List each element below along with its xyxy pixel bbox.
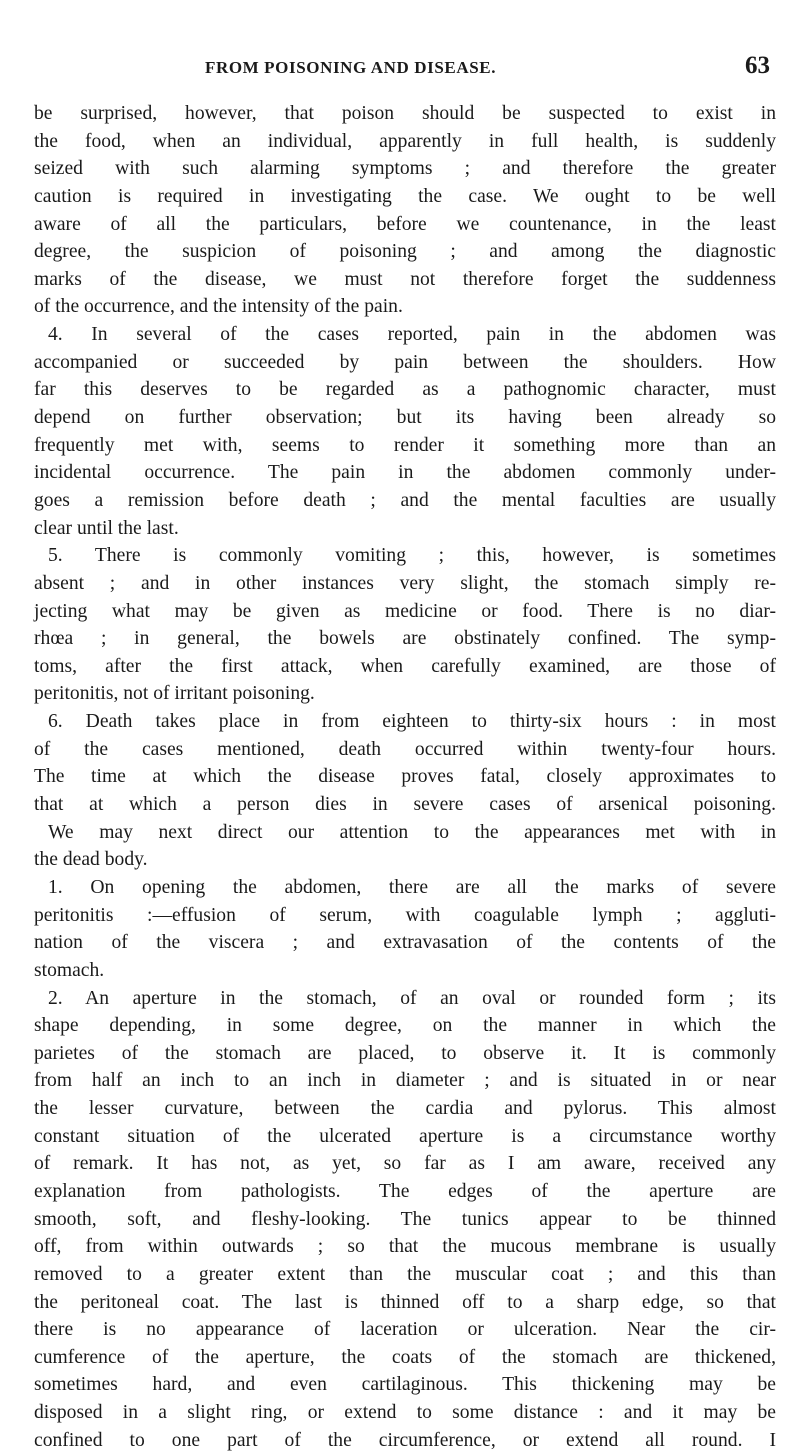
text-line: the lesser curvature, between the cardia and pylorus. This almost: [34, 1098, 776, 1120]
text-line: explanation from pathologists. The edges of the aperture are: [34, 1180, 776, 1202]
text-line: the food, when an individual, apparently in full health, is suddenly: [34, 130, 776, 152]
text-line: goes a remission before death ; and the mental faculties are usually: [34, 489, 776, 511]
text-line: aware of all the particulars, before we countenance, in the least: [34, 213, 776, 235]
text-line: 5. There is commonly vomiting ; this, however, is sometimes: [48, 545, 776, 567]
text-line: shape depending, in some degree, on the manner in which the: [34, 1015, 776, 1037]
body-text: [34, 100, 776, 1454]
text-line: nation of the viscera ; and extravasation of the contents of the: [34, 932, 776, 954]
text-line: smooth, soft, and fleshy-looking. The tunics appear to be thinned: [34, 1208, 776, 1230]
text-line: that at which a person dies in severe cases of arsenical poisoning.: [34, 794, 776, 816]
text-line: marks of the disease, we must not therefore forget the suddenness: [34, 268, 776, 290]
text-line: depend on further observation; but its having been already so: [34, 407, 776, 429]
text-line: peritonitis, not of irritant poisoning.: [34, 683, 315, 705]
text-line: from half an inch to an inch in diameter ; and is situated in or near: [34, 1070, 776, 1092]
text-line: frequently met with, seems to render it something more than an: [34, 434, 776, 456]
text-line: the peritoneal coat. The last is thinned off to a sharp edge, so that: [34, 1291, 776, 1313]
text-line: stomach.: [34, 959, 105, 981]
text-line: removed to a greater extent than the muscular coat ; and this than: [34, 1263, 776, 1285]
text-line: absent ; and in other instances very slight, the stomach simply re-: [34, 572, 776, 594]
text-line: jecting what may be given as medicine or food. There is no diar-: [34, 600, 776, 622]
text-line: parietes of the stomach are placed, to observe it. It is commonly: [34, 1042, 776, 1064]
text-line: 6. Death takes place in from eighteen to thirty-six hours : in most: [48, 711, 776, 733]
text-line: of the occurrence, and the intensity of the pain.: [34, 296, 403, 318]
text-line: caution is required in investigating the case. We ought to be well: [34, 185, 776, 207]
text-line: rhœa ; in general, the bowels are obstinately confined. The symp-: [34, 628, 776, 650]
text-line: The time at which the disease proves fatal, closely approximates to: [34, 766, 776, 788]
text-line: peritonitis :—effusion of serum, with coagulable lymph ; aggluti-: [34, 904, 776, 926]
running-title: FROM POISONING AND DISEASE.: [205, 58, 497, 77]
text-line: far this deserves to be regarded as a pathognomic character, must: [34, 379, 776, 401]
text-line: clear until the last.: [34, 517, 179, 539]
text-line: disposed in a slight ring, or extend to some distance : and it may be: [34, 1402, 776, 1424]
text-line: constant situation of the ulcerated aperture is a circumstance worthy: [34, 1125, 776, 1147]
text-line: incidental occurrence. The pain in the abdomen commonly under-: [34, 462, 776, 484]
text-line: be surprised, however, that poison should be suspected to exist in: [34, 103, 776, 124]
text-line: cumference of the aperture, the coats of the stomach are thickened,: [34, 1346, 776, 1368]
text-line: accompanied or succeeded by pain between the shoulders. How: [34, 351, 776, 373]
text-line: 4. In several of the cases reported, pain in the abdomen was: [48, 324, 776, 346]
text-line: of remark. It has not, as yet, so far as I am aware, received any: [34, 1153, 776, 1175]
text-line: 2. An aperture in the stomach, of an oval or rounded form ; its: [48, 987, 776, 1009]
text-line: toms, after the first attack, when carefully examined, are those of: [34, 655, 776, 677]
text-line: We may next direct our attention to the appearances met with in: [48, 821, 776, 843]
text-line: there is no appearance of laceration or ulceration. Near the cir-: [34, 1319, 776, 1341]
running-header: [0, 52, 800, 88]
text-line: off, from within outwards ; so that the mucous membrane is usually: [34, 1236, 776, 1258]
text-line: the dead body.: [34, 849, 148, 871]
text-line: seized with such alarming symptoms ; and therefore the greater: [34, 158, 776, 180]
text-line: confined to one part of the circumference, or extend all round. I: [34, 1429, 776, 1451]
page-number: 63: [745, 52, 770, 79]
text-line: sometimes hard, and even cartilaginous. This thickening may be: [34, 1374, 776, 1396]
text-line: of the cases mentioned, death occurred within twenty-four hours.: [34, 738, 776, 760]
text-line: 1. On opening the abdomen, there are all the marks of severe: [48, 876, 776, 898]
text-line: degree, the suspicion of poisoning ; and among the diagnostic: [34, 241, 776, 263]
